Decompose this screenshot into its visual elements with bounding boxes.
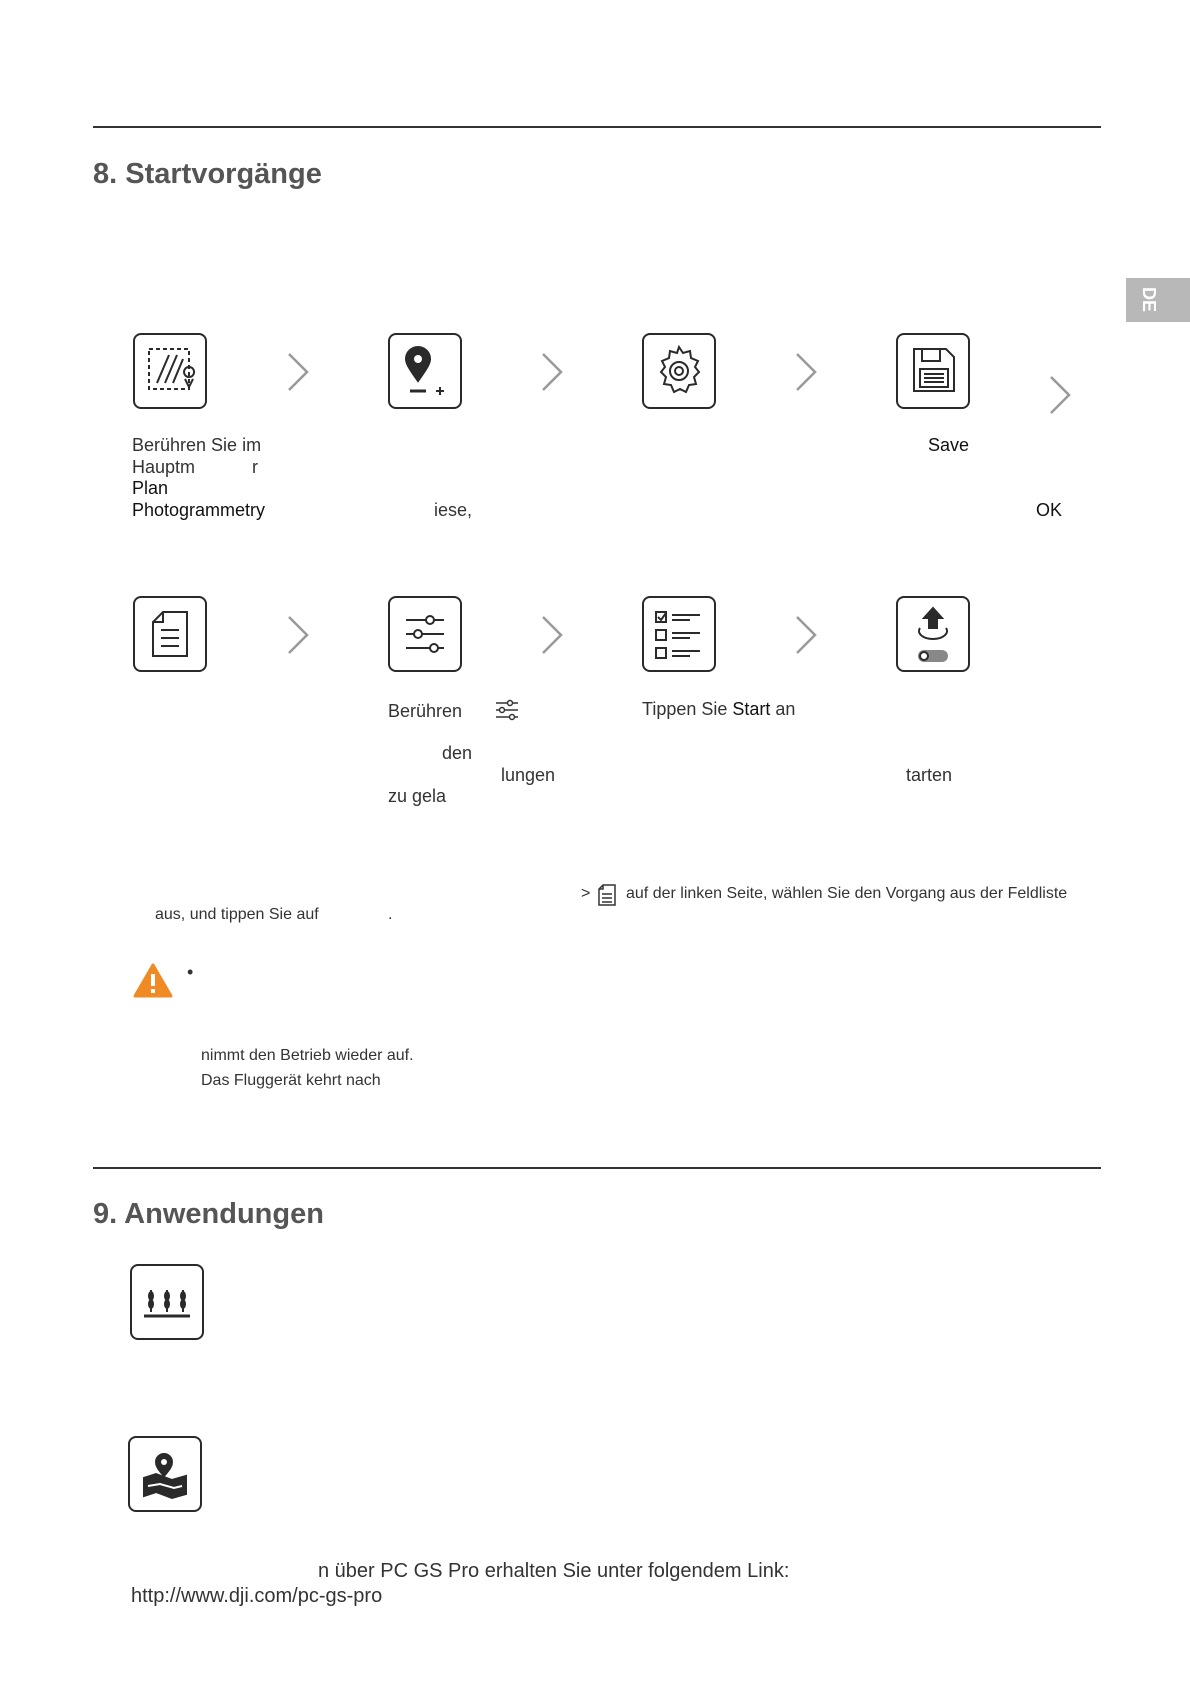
plan-photogrammetry-icon[interactable]: [133, 333, 207, 409]
arrow-right-icon: [793, 613, 819, 657]
upload-toggle-icon[interactable]: [896, 596, 970, 672]
pc-gs-pro-info-text: n über PC GS Pro erhalten Sie unter folgendem Link:: [318, 1560, 790, 1582]
arrow-right-icon: [285, 613, 311, 657]
sliders-small-icon: [494, 698, 520, 722]
arrow-right-icon: [793, 350, 819, 394]
warning-icon: [133, 963, 173, 999]
step6-line4: zu gela: [388, 786, 447, 806]
save-icon[interactable]: [896, 333, 970, 409]
note-prefix: >: [581, 885, 591, 902]
sliders-icon[interactable]: [388, 596, 462, 672]
warning-line1: nimmt den Betrieb wieder auf.: [201, 1047, 414, 1064]
step1-line2: Hauptm: [132, 457, 196, 477]
add-location-icon[interactable]: [388, 333, 462, 409]
step2-text: iese,: [434, 500, 473, 520]
warning-bullet: •: [187, 962, 194, 982]
step1-line2b: r: [252, 457, 258, 477]
arrow-right-icon: [539, 350, 565, 394]
step6-line3: lungen: [501, 765, 556, 785]
section-8-title: 8. Startvorgänge: [93, 158, 322, 190]
pc-gs-pro-link[interactable]: http://www.dji.com/pc-gs-pro: [131, 1585, 383, 1607]
checklist-icon[interactable]: [642, 596, 716, 672]
start-label: Start: [732, 699, 771, 719]
section-9-title: 9. Anwendungen: [93, 1198, 324, 1230]
step1-photogrammetry: Photogrammetry: [132, 500, 266, 520]
agriculture-icon[interactable]: [130, 1264, 204, 1340]
arrow-right-icon: [539, 613, 565, 657]
step1-plan: Plan: [132, 478, 169, 498]
step6-line2: den: [442, 743, 473, 763]
document-list-icon[interactable]: [133, 596, 207, 672]
note-line1: auf der linken Seite, wählen Sie den Vorgang aus der Feldliste: [626, 885, 1068, 902]
step7-text: Tippen Sie Start an: [642, 699, 796, 719]
top-divider: [93, 126, 1101, 128]
note-line2-end: .: [388, 906, 393, 923]
settings-gear-icon[interactable]: [642, 333, 716, 409]
step1-line1: Berühren Sie im: [132, 435, 262, 455]
arrow-right-icon: [1047, 373, 1073, 417]
arrow-right-icon: [285, 350, 311, 394]
step4-ok: OK: [1036, 500, 1063, 520]
section-9-divider: [93, 1167, 1101, 1169]
document-small-icon: [597, 884, 617, 906]
language-tab[interactable]: DE: [1126, 278, 1190, 322]
warning-line2: Das Fluggerät kehrt nach: [201, 1072, 381, 1089]
step8-text: tarten: [906, 765, 953, 785]
step4-save: Save: [928, 435, 970, 455]
map-location-icon[interactable]: [128, 1436, 202, 1512]
step6-line1: Berühren: [388, 701, 463, 721]
note-line2: aus, und tippen Sie auf: [155, 906, 319, 923]
